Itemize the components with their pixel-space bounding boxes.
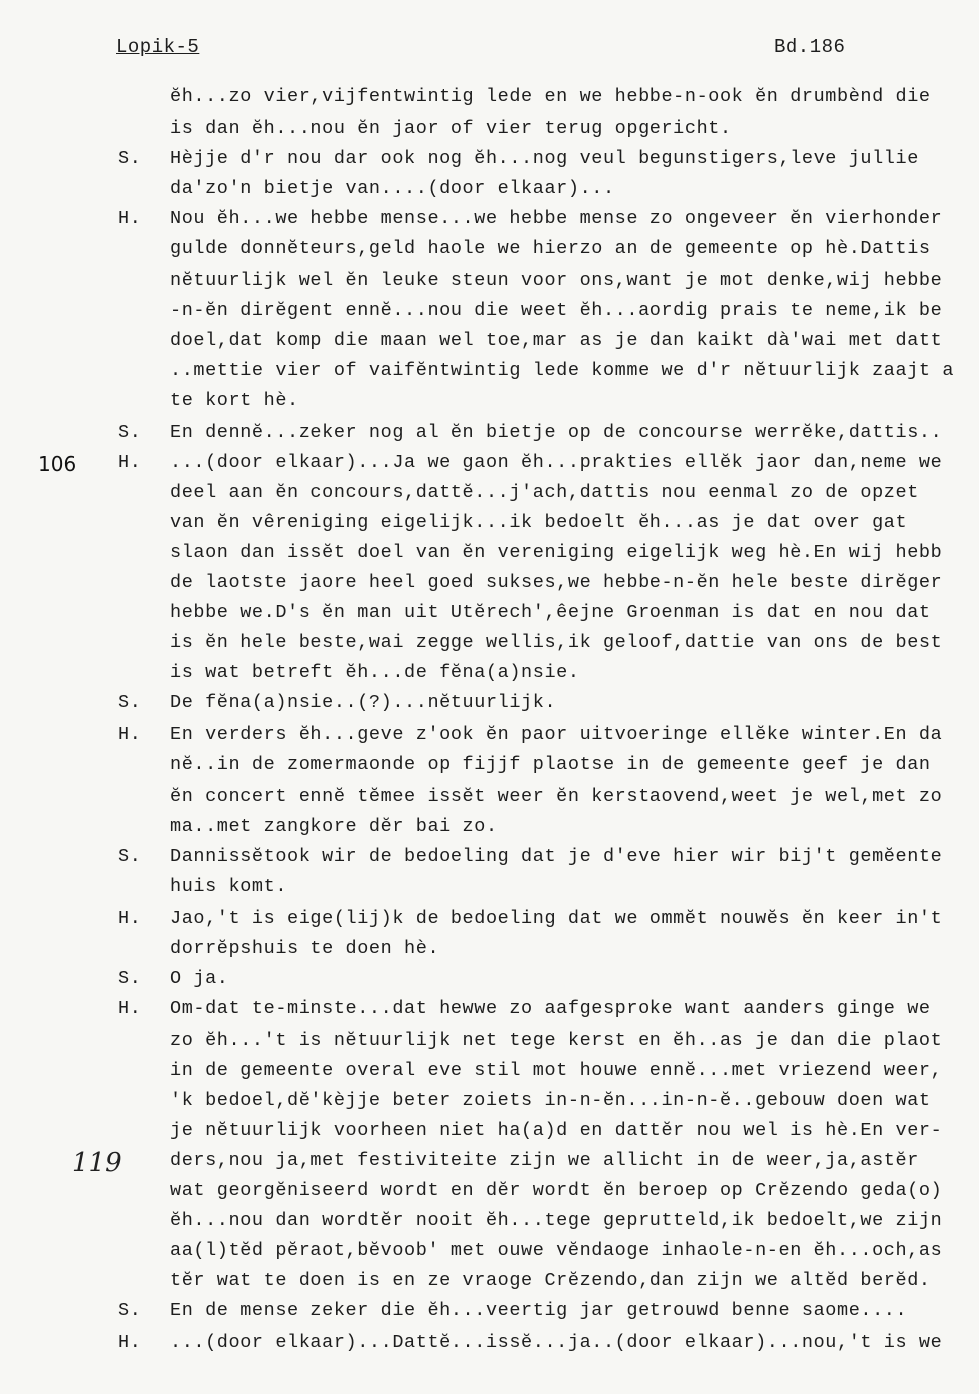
speaker-label: H. [118,908,142,929]
transcript-line [0,360,979,388]
line-text: O ja. [170,968,229,989]
transcript-line [0,602,979,630]
transcript-line [0,816,979,844]
transcript-line [0,86,979,114]
transcript-line [0,1150,979,1178]
line-text: zo ĕh...'t is nĕtuurlijk net tege kerst en ĕh..as je dan die plaot [170,1030,943,1051]
transcript-line [0,632,979,660]
line-text: huis komt. [170,876,288,897]
transcript-line [0,390,979,418]
transcript-line [0,178,979,206]
speaker-label: S. [118,1300,142,1321]
line-text: aa(l)tĕd pĕraot,bĕvoob' met ouwe vĕndaoge inhaole-n-en ĕh...och,as [170,1240,943,1261]
transcript-line [0,998,979,1026]
transcript-line [0,1060,979,1088]
line-text: tĕr wat te doen is en ze vraoge Crĕzendo,dan zijn we altĕd berĕd. [170,1270,931,1291]
speaker-label: S. [118,422,142,443]
transcript-line [0,208,979,236]
line-text: De fĕna(a)nsie..(?)...nĕtuurlijk. [170,692,557,713]
line-text: is ĕn hele beste,wai zegge wellis,ik geloof,dattie van ons de best [170,632,943,653]
line-text: 'k bedoel,dĕ'kèjje beter zoiets in-n-ĕn...in-n-ĕ..gebouw doen wat [170,1090,931,1111]
line-text: ĕn concert ennĕ tĕmee issĕt weer ĕn kerstaovend,weet je wel,met zo [170,786,943,807]
line-text: -n-ĕn dirĕgent ennĕ...nou die weet ĕh...aordig prais te neme,ik be [170,300,943,321]
margin-note-106: 106 [38,452,77,476]
transcript-line [0,512,979,540]
transcript-line [0,572,979,600]
transcript-line [0,148,979,176]
line-text: ...(door elkaar)...Ja we gaon ĕh...prakties ellĕk jaor dan,neme we [170,452,943,473]
transcript-line [0,1030,979,1058]
speaker-label: S. [118,968,142,989]
line-text: ..mettie vier of vaifĕntwintig lede komme we d'r nĕtuurlijk zaajt a [170,360,955,381]
line-text: En verders ĕh...geve z'ook ĕn paor uitvoeringe ellĕke winter.En da [170,724,943,745]
line-text: Jao,'t is eige(lij)k de bedoeling dat we ommĕt nouwĕs ĕn keer in't [170,908,943,929]
speaker-label: S. [118,692,142,713]
transcript-line [0,1300,979,1328]
transcript-line [0,662,979,690]
transcript-line [0,1180,979,1208]
transcript-line [0,938,979,966]
line-text: wat georgĕniseerd wordt en dĕr wordt ĕn beroep op Crĕzendo geda(o) [170,1180,943,1201]
transcript-line [0,330,979,358]
speaker-label: H. [118,998,142,1019]
line-text: ...(door elkaar)...Dattĕ...issĕ...ja..(door elkaar)...nou,'t is we [170,1332,943,1353]
transcript-line [0,118,979,146]
margin-note-119: 119 [72,1148,122,1178]
page-header-left: Lopik-5 [116,36,200,58]
transcript-line [0,908,979,936]
transcript-line [0,754,979,782]
line-text: doel,dat komp die maan wel toe,mar as je dan kaikt dà'wai met datt [170,330,943,351]
transcript-line [0,1090,979,1118]
line-text: de laotste jaore heel goed sukses,we hebbe-n-ĕn hele beste dirĕger [170,572,943,593]
speaker-label: H. [118,452,142,473]
line-text: Om-dat te-minste...dat hewwe zo aafgesproke want aanders ginge we [170,998,931,1019]
speaker-label: S. [118,148,142,169]
line-text: gulde donnĕteurs,geld haole we hierzo an de gemeente op hè.Dattis [170,238,931,259]
line-text: slaon dan issĕt doel van ĕn vereniging eigelijk weg hè.En wij hebb [170,542,943,563]
transcript-line [0,876,979,904]
transcript-line [0,786,979,814]
transcript-line [0,692,979,720]
transcript-line [0,1210,979,1238]
transcript-line [0,1240,979,1268]
line-text: ma..met zangkore dĕr bai zo. [170,816,498,837]
speaker-label: H. [118,724,142,745]
transcript-line [0,270,979,298]
speaker-label: S. [118,846,142,867]
line-text: is dan ĕh...nou ĕn jaor of vier terug opgericht. [170,118,732,139]
transcript-line [0,1332,979,1360]
transcript-line [0,482,979,510]
transcript-line [0,452,979,480]
line-text: da'zo'n bietje van....(door elkaar)... [170,178,615,199]
transcript-line [0,724,979,752]
line-text: in de gemeente overal eve stil mot houwe ennĕ...met vriezend weer, [170,1060,943,1081]
line-text: van ĕn vêreniging eigelijk...ik bedoelt ĕh...as je dat over gat [170,512,908,533]
line-text: deel aan ĕn concours,dattĕ...j'ach,dattis nou eenmal zo de opzet [170,482,919,503]
line-text: Nou ĕh...we hebbe mense...we hebbe mense zo ongeveer ĕn vierhonder [170,208,943,229]
transcript-line [0,422,979,450]
transcript-line [0,300,979,328]
transcript-line [0,1270,979,1298]
line-text: Dannissĕtook wir de bedoeling dat je d'eve hier wir bij't gemĕente [170,846,943,867]
speaker-label: H. [118,1332,142,1353]
line-text: te kort hè. [170,390,299,411]
page-header-right: Bd.186 [774,36,846,58]
line-text: En de mense zeker die ĕh...veertig jar getrouwd benne saome.... [170,1300,908,1321]
line-text: En dennĕ...zeker nog al ĕn bietje op de concourse werrĕke,dattis.. [170,422,943,443]
speaker-label: H. [118,208,142,229]
line-text: is wat betreft ĕh...de fĕna(a)nsie. [170,662,580,683]
line-text: hebbe we.D's ĕn man uit Utĕrech',êejne Groenman is dat en nou dat [170,602,931,623]
line-text: Hèjje d'r nou dar ook nog ĕh...nog veul begunstigers,leve jullie [170,148,919,169]
line-text: nĕ..in de zomermaonde op fijjf plaotse in de gemeente geef je dan [170,754,931,775]
transcript-line [0,968,979,996]
line-text: ĕh...zo vier,vijfentwintig lede en we hebbe-n-ook ĕn drumbènd die [170,86,931,107]
transcript-line [0,846,979,874]
line-text: ĕh...nou dan wordtĕr nooit ĕh...tege geprutteld,ik bedoelt,we zijn [170,1210,943,1231]
transcript-line [0,1120,979,1148]
line-text: ders,nou ja,met festiviteite zijn we allicht in de weer,ja,astĕr [170,1150,919,1171]
line-text: dorrĕpshuis te doen hè. [170,938,440,959]
transcript-line [0,542,979,570]
line-text: nĕtuurlijk wel ĕn leuke steun voor ons,want je mot denke,wij hebbe [170,270,943,291]
line-text: je nĕtuurlijk voorheen niet ha(a)d en dattĕr nou wel is hè.En ver- [170,1120,943,1141]
transcript-line [0,238,979,266]
